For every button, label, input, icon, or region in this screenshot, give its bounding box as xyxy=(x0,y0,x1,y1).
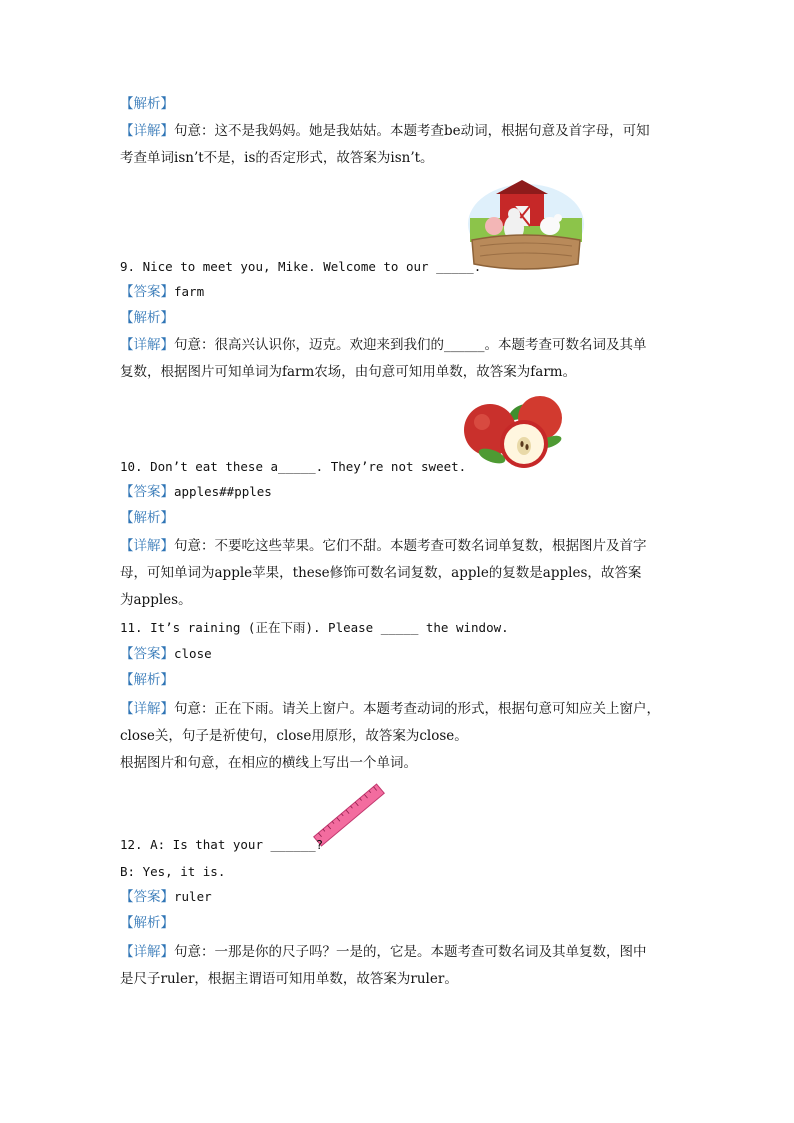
q10-detail-line2: 母，可知单词为apple苹果，these修饰可数名词复数，apple的复数是apples，故答案 xyxy=(120,565,642,581)
q11-detail-line1: 【详解】句意：正在下雨。请关上窗户。本题考查动词的形式，根据句意可知应关上窗户， xyxy=(120,701,660,717)
q8-detail-line2: 考查单词isn’t不是，is的否定形式，故答案为isn’t。 xyxy=(120,150,434,166)
q11-analysis-tag: 【解析】 xyxy=(120,672,174,688)
q12-detail-line2: 是尺子ruler，根据主谓语可知用单数，故答案为ruler。 xyxy=(120,971,458,987)
q12-detail-line1: 【详解】句意：一那是你的尺子吗？一是的，它是。本题考查可数名词及其单复数，图中 xyxy=(120,944,647,960)
q12-reply: B: Yes, it is. xyxy=(120,864,226,879)
q12-answer: 【答案】ruler xyxy=(120,889,212,905)
q11-question: 11. It’s raining (正在下雨). Please _____ the window. xyxy=(120,620,509,635)
q8-analysis-tag: 【解析】 xyxy=(120,96,174,112)
q9-analysis-tag: 【解析】 xyxy=(120,310,174,326)
q9-detail-line2: 复数，根据图片可知单词为farm农场，由句意可知用单数，故答案为farm。 xyxy=(120,364,577,380)
q9-answer: 【答案】farm xyxy=(120,284,205,300)
q12-question: 12. A: Is that your ______? xyxy=(120,837,324,852)
q10-answer: 【答案】apples##pples xyxy=(120,484,272,500)
q11-detail-line2: close关，句子是祈使句，close用原形，故答案为close。 xyxy=(120,728,468,744)
q10-detail-line3: 为apples。 xyxy=(120,592,192,608)
q8-detail-line1: 【详解】句意：这不是我妈妈。她是我姑姑。本题考查be动词，根据句意及首字母，可知 xyxy=(120,123,650,139)
q9-question: 9. Nice to meet you, Mike. Welcome to our _____. xyxy=(120,259,482,274)
section-instruction: 根据图片和句意，在相应的横线上写出一个单词。 xyxy=(120,755,417,771)
q10-analysis-tag: 【解析】 xyxy=(120,510,174,526)
q10-question: 10. Don’t eat these a_____. They’re not sweet. xyxy=(120,459,467,474)
q9-detail-line1: 【详解】句意：很高兴认识你，迈克。欢迎来到我们的______。本题考查可数名词及其单 xyxy=(120,337,647,353)
q11-answer: 【答案】close xyxy=(120,646,212,662)
q12-analysis-tag: 【解析】 xyxy=(120,915,174,931)
q10-detail-line1: 【详解】句意：不要吃这些苹果。它们不甜。本题考查可数名词单复数，根据图片及首字 xyxy=(120,538,647,554)
